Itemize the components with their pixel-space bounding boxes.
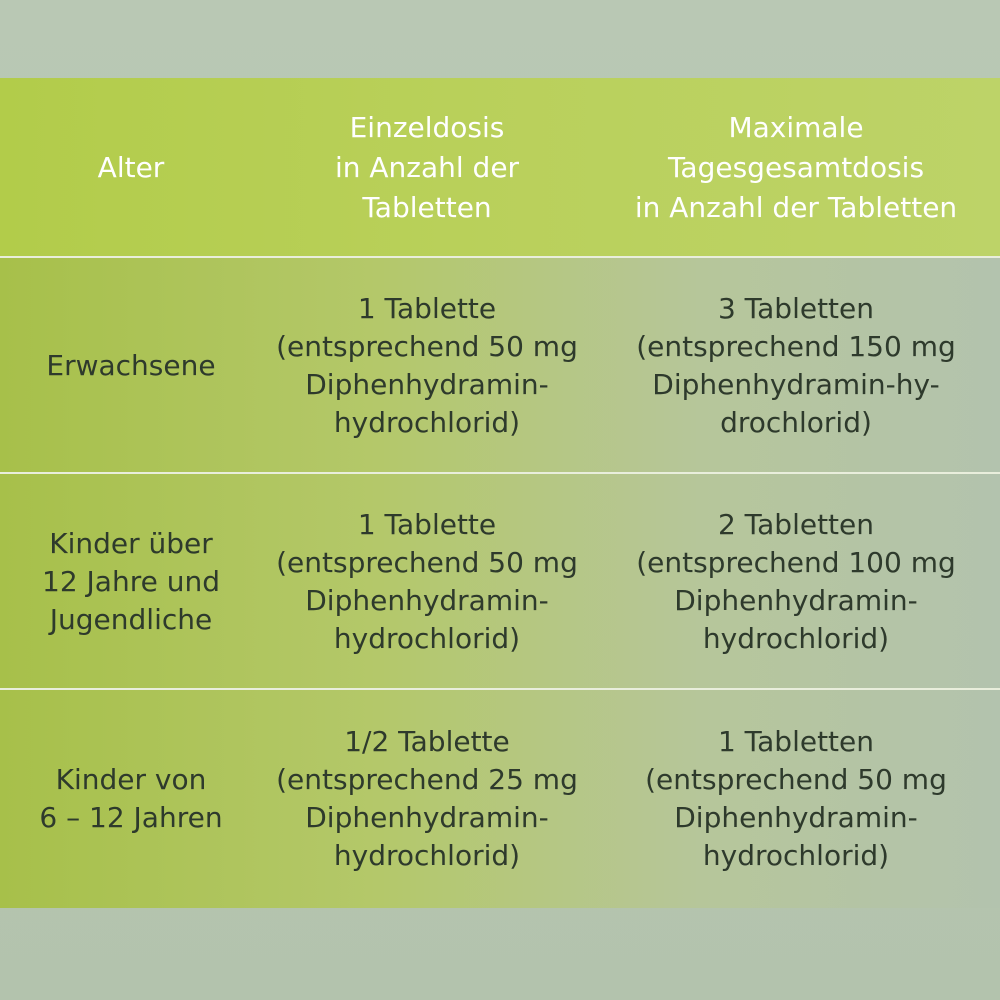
tagesdosis-line: (entsprechend 50 mg: [645, 763, 947, 796]
alter-line: Kinder über: [49, 526, 213, 560]
tagesdosis-line: hydrochlorid): [702, 839, 890, 872]
cell-einzeldosis: [262, 690, 592, 908]
header-einzeldosis-line: in Anzahl der: [334, 150, 520, 184]
tagesdosis-line: hydrochlorid): [702, 621, 890, 655]
tagesdosis-line: 2 Tabletten: [717, 507, 875, 541]
cell-tagesdosis: [592, 474, 1000, 689]
dosage-table: [0, 78, 1000, 908]
table-header-row: [0, 78, 1000, 257]
tagesdosis-line: (entsprechend 100 mg: [636, 545, 956, 579]
alter-line: 12 Jahre und: [42, 564, 220, 598]
einzeldosis-line: Diphenhydramin-: [305, 367, 549, 401]
header-tagesdosis-line: Tagesgesamtdosis: [667, 150, 925, 184]
cell-tagesdosis: [592, 690, 1000, 908]
cell-alter: [0, 474, 262, 689]
einzeldosis-line: (entsprechend 50 mg: [276, 329, 578, 363]
tagesdosis-line: Diphenhydramin-: [674, 801, 918, 834]
einzeldosis-line: hydrochlorid): [333, 621, 521, 655]
cell-einzeldosis: [262, 258, 592, 473]
header-einzeldosis-line: Einzeldosis: [349, 110, 505, 144]
tagesdosis-line: 1 Tabletten: [717, 725, 875, 758]
alter-line: Kinder von: [55, 763, 207, 796]
alter-line: Jugendliche: [49, 602, 213, 636]
einzeldosis-line: (entsprechend 25 mg: [276, 763, 578, 796]
cell-alter: [0, 690, 262, 908]
einzeldosis-line: 1 Tablette: [357, 291, 497, 325]
einzeldosis-line: 1 Tablette: [357, 507, 497, 541]
header-cell-tagesdosis: [592, 78, 1000, 257]
cell-alter: [0, 258, 262, 473]
tagesdosis-line: Diphenhydramin-hy-: [652, 367, 940, 401]
header-einzeldosis-line: Tabletten: [362, 190, 492, 224]
tagesdosis-line: (entsprechend 150 mg: [636, 329, 956, 363]
einzeldosis-line: Diphenhydramin-: [305, 583, 549, 617]
header-cell-einzeldosis: [262, 78, 592, 257]
table-row: [0, 474, 1000, 689]
einzeldosis-line: Diphenhydramin-: [305, 801, 549, 834]
header-tagesdosis-line: in Anzahl der Tabletten: [634, 190, 958, 224]
table-row: [0, 690, 1000, 908]
table-row: [0, 258, 1000, 473]
cell-tagesdosis: [592, 258, 1000, 473]
tagesdosis-line: drochlorid): [720, 405, 872, 439]
einzeldosis-line: hydrochlorid): [333, 839, 521, 872]
einzeldosis-line: hydrochlorid): [333, 405, 521, 439]
cell-einzeldosis: [262, 474, 592, 689]
einzeldosis-line: 1/2 Tablette: [344, 725, 510, 758]
tagesdosis-line: Diphenhydramin-: [674, 583, 918, 617]
header-alter-line: Alter: [97, 150, 165, 184]
tagesdosis-line: 3 Tabletten: [717, 291, 875, 325]
header-tagesdosis-line: Maximale: [728, 110, 864, 144]
alter-line: Erwachsene: [46, 348, 216, 382]
header-cell-alter: [0, 78, 262, 257]
alter-line: 6 – 12 Jahren: [39, 801, 223, 834]
einzeldosis-line: (entsprechend 50 mg: [276, 545, 578, 579]
